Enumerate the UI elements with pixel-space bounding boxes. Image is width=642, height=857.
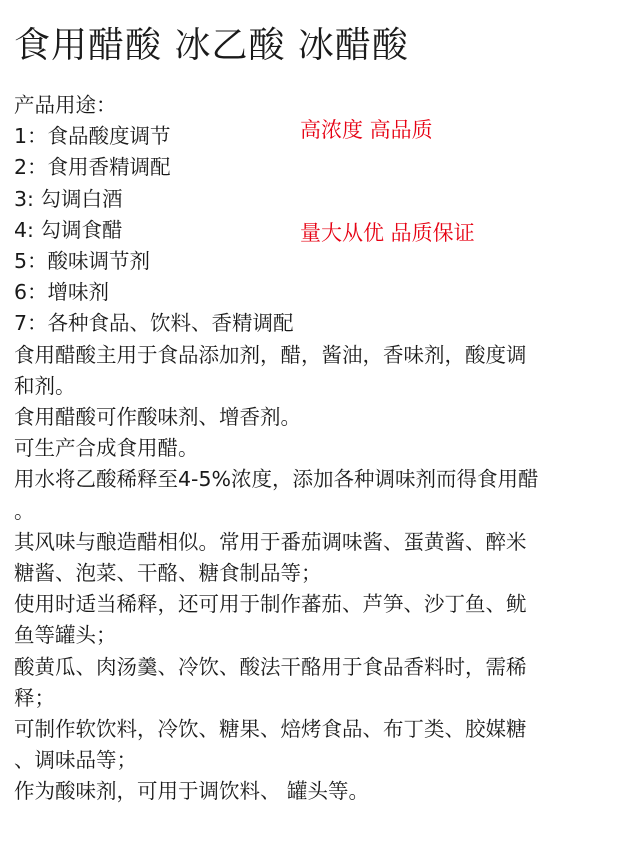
usage-item-6: 6：增味剂 bbox=[14, 280, 110, 305]
paragraph-line: 其风味与酿造醋相似。常用于番茄调味酱、蛋黄酱、醉米 bbox=[14, 529, 527, 554]
usage-item-5: 5：酸味调节剂 bbox=[14, 249, 151, 274]
paragraph-line: 糖酱、泡菜、干酪、糖食制品等； bbox=[14, 561, 322, 586]
paragraph-line: 、调味品等； bbox=[14, 748, 137, 773]
paragraph-line: 。 bbox=[14, 498, 35, 523]
page-title: 食用醋酸 冰乙酸 冰醋酸 bbox=[14, 25, 409, 66]
paragraph-line: 作为酸味剂，可用于调饮料、 罐头等。 bbox=[14, 779, 370, 804]
description-body bbox=[14, 90, 634, 808]
paragraph-line: 使用时适当稀释，还可用于制作蕃茄、芦笋、沙丁鱼、鱿 bbox=[14, 592, 527, 617]
paragraph-line: 食用醋酸主用于食品添加剂，醋，酱油，香味剂，酸度调 bbox=[14, 342, 527, 367]
usage-item-1: 1：食品酸度调节 bbox=[14, 124, 171, 149]
paragraph-line: 食用醋酸可作酸味剂、增香剂。 bbox=[14, 405, 301, 430]
paragraph-line: 释； bbox=[14, 685, 55, 710]
usage-heading: 产品用途： bbox=[14, 93, 117, 117]
highlight-quality-tagline: 高浓度 高品质 bbox=[300, 118, 433, 142]
usage-item-4: 4: 勾调食醋 bbox=[14, 217, 123, 242]
paragraph-line: 和剂。 bbox=[14, 373, 76, 398]
usage-item-2: 2：食用香精调配 bbox=[14, 155, 171, 180]
paragraph-line: 可生产合成食用醋。 bbox=[14, 436, 199, 461]
usage-item-7: 7：各种食品、饮料、香精调配 bbox=[14, 311, 294, 336]
paragraph-line: 用水将乙酸稀释至4-5%浓度，添加各种调味剂而得食用醋 bbox=[14, 467, 539, 492]
paragraph-line: 鱼等罐头； bbox=[14, 623, 117, 648]
highlight-bulk-tagline: 量大从优 品质保证 bbox=[300, 221, 475, 245]
paragraph-line: 酸黄瓜、肉汤羹、冷饮、酸法干酪用于食品香料时，需稀 bbox=[14, 654, 527, 679]
paragraph-line: 可制作软饮料，冷饮、糖果、焙烤食品、布丁类、胶媒糖 bbox=[14, 717, 527, 742]
usage-item-3: 3: 勾调白酒 bbox=[14, 186, 123, 211]
